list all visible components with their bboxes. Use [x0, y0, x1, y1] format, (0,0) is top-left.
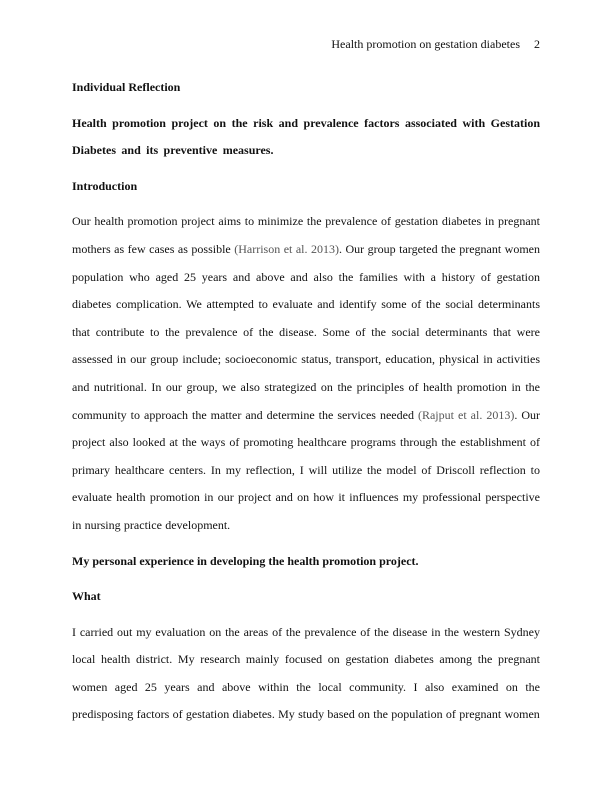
page-number: 2	[534, 37, 540, 51]
intro-text-1: Our health promotion project aims to minimize the prevalence of gestation diabetes in pregnant mothers as few cases as possible	[72, 214, 540, 256]
intro-text-2: . Our group targeted the pregnant women population who aged 25 years and above and also the families with a history of gestation diabetes complication. We attempted to evaluate and identify some of the social determinants that contribute to the prevalence of the disease. Some of the social determinants that were assessed in our group include; socioeconomic status, transport, education, physical in activities and nutritional. In our group, we also strategized on the principles of health promotion in the community to approach the matter and determine the services needed	[72, 241, 541, 422]
document-title: Health promotion project on the risk and prevalence factors associated with Gestation Diabetes and its preventive measures.	[72, 115, 540, 158]
experience-heading: My personal experience in developing the health promotion project.	[72, 553, 419, 568]
introduction-paragraph	[72, 208, 540, 539]
intro-text-3: . Our project also looked at the ways of promoting healthcare programs through the establishment of primary healthcare centers. In my reflection, I will utilize the model of Driscoll reflection to evaluate health promotion in our project and on how it influences my professional perspective in nursing practice development.	[72, 407, 541, 532]
citation-rajput: (Rajput et al. 2013)	[417, 407, 515, 422]
citation-harrison: (Harrison et al. 2013)	[234, 241, 340, 256]
introduction-heading: Introduction	[72, 178, 138, 193]
section-label: Individual Reflection	[72, 80, 181, 94]
what-heading: What	[72, 589, 101, 604]
running-header	[331, 36, 540, 52]
running-title: Health promotion on gestation diabetes	[331, 37, 520, 51]
what-paragraph: I carried out my evaluation on the areas of the prevalence of the disease in the western Sydney local health district. My research mainly focused on gestation diabetes among the pregnant women aged 25 years and above within the local community. I also examined on the predisposing factors of gestation diabetes. My study based on the population of pregnant women	[72, 624, 540, 722]
document-body	[72, 74, 540, 729]
